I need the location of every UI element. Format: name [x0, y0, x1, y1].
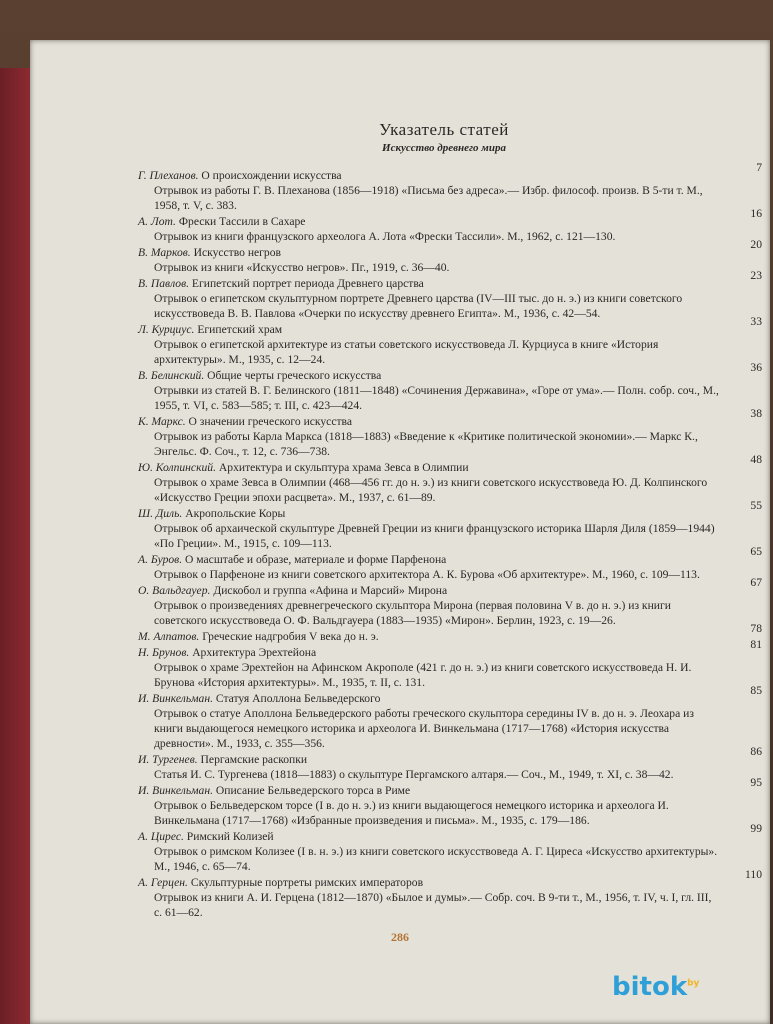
index-entry	[138, 407, 762, 459]
entry-author: А. Лот.	[138, 215, 176, 228]
entry-title: Архитектура Эрехтейона	[192, 646, 317, 659]
entry-author: К. Маркс.	[138, 415, 186, 428]
entry-heading	[138, 752, 750, 767]
index-entry	[138, 545, 762, 582]
entry-title: Египетский портрет периода Древнего царства	[191, 277, 424, 290]
entry-title: Общие черты греческого искусства	[207, 369, 382, 382]
entry-page-number: 23	[750, 269, 762, 282]
index-entry	[138, 269, 762, 321]
entry-heading	[138, 414, 750, 429]
entry-page-number: 55	[750, 499, 762, 512]
entry-author: Л. Курциус.	[138, 323, 195, 336]
index-entry	[138, 499, 762, 551]
entry-author: О. Вальдгауер.	[138, 584, 211, 597]
entry-author: Г. Плеханов.	[138, 169, 199, 182]
entry-author: В. Павлов.	[138, 277, 190, 290]
entry-author: А. Цирес.	[138, 830, 184, 843]
index-entry	[138, 315, 762, 367]
book-page	[30, 40, 770, 1024]
entry-page-number: 16	[750, 207, 762, 220]
watermark-suffix: by	[687, 978, 700, 989]
entry-heading	[138, 368, 750, 383]
entry-page-number: 65	[750, 545, 762, 558]
entry-description: Отрывки из статей В. Г. Белинского (1811—1848) «Сочинения Державина», «Горе от ума».— Полн. собр. соч., М., 1955, т. VI, с. 583—585; т. III, с. 423—424.	[154, 384, 719, 412]
entry-description: Отрывок о Парфеноне из книги советского архитектора А. К. Бурова «Об архитектуре». М., 1960, с. 109—113.	[154, 568, 700, 581]
entry-title: Греческие надгробия V века до н. э.	[202, 630, 379, 643]
entry-page-number: 85	[750, 684, 762, 697]
entry-title: Египетский храм	[197, 323, 283, 336]
entry-description: Отрывок о египетском скульптурном портрете Древнего царства (IV—III тыс. до н. э.) из книги советского искусствоведа В. В. Павлова «Очерки по искусству древнего Египта». М., 1936, с. 42—54.	[154, 292, 683, 320]
entry-title: Архитектура и скульптура храма Зевса в Олимпии	[218, 461, 469, 474]
entry-title: Скульптурные портреты римских императоров	[190, 876, 424, 889]
entry-heading	[138, 276, 750, 291]
entry-page-number: 20	[750, 238, 762, 251]
watermark-logo	[612, 972, 699, 1002]
entry-title: Искусство негров	[193, 246, 281, 259]
entry-heading	[138, 552, 750, 567]
entry-heading	[138, 783, 750, 798]
entry-heading	[138, 875, 750, 890]
entry-description: Отрывок о Бельведерском торсе (I в. до н. э.) из книги выдающегося немецкого историка и археолога И. Винкельмана (1717—1768) «Избранные произведения и письма». М., 1935, с. 179—186.	[154, 799, 669, 827]
entry-heading	[138, 583, 750, 598]
page-title: Указатель статей	[379, 120, 509, 139]
entry-description: Отрывок из книги французского археолога А. Лота «Фрески Тассили». М., 1962, с. 121—130.	[154, 230, 616, 243]
index-entry	[138, 161, 762, 213]
entry-page-number: 7	[756, 161, 762, 174]
entry-page-number: 110	[745, 868, 762, 881]
entry-heading	[138, 322, 750, 337]
entry-heading	[138, 168, 750, 183]
entry-heading	[138, 691, 750, 706]
entry-author: И. Винкельман.	[138, 784, 213, 797]
entry-description: Отрывок из книги «Искусство негров». Пг., 1919, с. 36—40.	[154, 261, 450, 274]
index-entry	[138, 822, 762, 874]
entry-title: Пергамские раскопки	[200, 753, 308, 766]
entry-page-number: 81	[750, 638, 762, 651]
entry-heading	[138, 460, 750, 475]
entry-page-number: 36	[750, 361, 762, 374]
page-number: 286	[391, 930, 409, 944]
entry-heading	[138, 629, 750, 644]
index-entry	[138, 453, 762, 505]
entry-page-number: 48	[750, 453, 762, 466]
entry-description: Отрывок о храме Зевса в Олимпии (468—456 гг. до н. э.) из книги советского искусствоведа Ю. Д. Колпинского «Искусство Греции эпохи расцвета». М., 1937, с. 61—89.	[154, 476, 708, 504]
entry-author: А. Герцен.	[138, 876, 188, 889]
entry-author: И. Тургенев.	[138, 753, 198, 766]
entry-heading	[138, 645, 750, 660]
entry-author: В. Марков.	[138, 246, 191, 259]
entry-title: Дискобол и группа «Афина и Марсий» Мирона	[213, 584, 448, 597]
entry-description: Отрывок из книги А. И. Герцена (1812—1870) «Былое и думы».— Собр. соч. В 9-ти т., М., 1956, т. IV, ч. I, гл. III, с. 61—62.	[154, 891, 712, 919]
entry-heading	[138, 829, 750, 844]
entry-title: О масштабе и образе, материале и форме Парфенона	[185, 553, 447, 566]
entry-author: Ю. Колпинский.	[138, 461, 216, 474]
index-entry	[138, 207, 762, 244]
index-entry	[138, 684, 762, 751]
entry-page-number: 95	[750, 776, 762, 789]
entry-title: О значении греческого искусства	[188, 415, 353, 428]
index-entry	[138, 776, 762, 828]
entry-description: Отрывок из работы Карла Маркса (1818—1883) «Введение к «Критике политической экономии».— Маркс К., Энгельс. Ф. Соч., т. 12, с. 736—738.	[154, 430, 698, 458]
entry-page-number: 86	[750, 745, 762, 758]
entry-heading	[138, 245, 750, 260]
entry-author: Ш. Диль.	[138, 507, 183, 520]
index-entry	[138, 361, 762, 413]
entry-page-number: 33	[750, 315, 762, 328]
entry-title: Акропольские Коры	[185, 507, 286, 520]
watermark-text: bitok	[612, 972, 688, 1002]
entry-list	[138, 161, 762, 920]
entry-description: Отрывок об архаической скульптуре Древней Греции из книги французского историка Шарля Диля (1859—1944) «По Греции». М., 1915, с. 109—113.	[154, 522, 715, 550]
entry-author: И. Винкельман.	[138, 692, 213, 705]
entry-title: Статуя Аполлона Бельведерского	[215, 692, 381, 705]
entry-description: Отрывок о храме Эрехтейон на Афинском Акрополе (421 г. до н. э.) из книги советского искусствоведа Н. И. Брунова «История архитектуры». М., 1935, т. II, с. 131.	[154, 661, 692, 689]
index-entry	[138, 576, 762, 628]
entry-author: М. Алпатов.	[138, 630, 200, 643]
entry-title: Описание Бельведерского торса в Риме	[215, 784, 411, 797]
entry-title: Римский Колизей	[186, 830, 274, 843]
entry-description: Отрывок о римском Колизее (I в. н. э.) из книги советского искусствоведа А. Г. Циреса «Искусство архитектуры». М., 1946, с. 65—74.	[154, 845, 718, 873]
index-entry	[138, 622, 762, 644]
entry-author: В. Белинский.	[138, 369, 205, 382]
entry-title: Фрески Тассили в Сахаре	[178, 215, 306, 228]
entry-page-number: 38	[750, 407, 762, 420]
entry-heading	[138, 506, 750, 521]
entry-author: Н. Брунов.	[138, 646, 190, 659]
entry-page-number: 67	[750, 576, 762, 589]
entry-description: Отрывок о египетской архитектуре из статьи советского искусствоведа Л. Курциуса в книге «История архитектуры». М., 1935, с. 12—24.	[154, 338, 659, 366]
index-entry	[138, 638, 762, 690]
index-entry	[138, 745, 762, 782]
entry-author: А. Буров.	[138, 553, 183, 566]
entry-description: Отрывок о произведениях древнегреческого скульптора Мирона (первая половина V в. до н. э.) из книги советского искусствоведа О. Ф. Вальдгауера (1883—1935) «Мирон». Берлин, 1923, с. 19—26.	[154, 599, 671, 627]
entry-description: Статья И. С. Тургенева (1818—1883) о скульптуре Пергамского алтаря.— Соч., М., 1949, т. XI, с. 38—42.	[154, 768, 674, 781]
entry-heading	[138, 214, 750, 229]
entry-page-number: 99	[750, 822, 762, 835]
entry-page-number: 78	[750, 622, 762, 635]
index-entry	[138, 238, 762, 275]
section-subtitle: Искусство древнего мира	[382, 142, 506, 154]
entry-title: О происхождении искусства	[201, 169, 342, 182]
index-content	[138, 120, 762, 921]
index-entry	[138, 868, 762, 920]
entry-description: Отрывок из работы Г. В. Плеханова (1856—1918) «Письма без адреса».— Избр. философ. произв. В 5-ти т. М., 1958, т. V, с. 383.	[154, 184, 703, 212]
entry-description: Отрывок о статуе Аполлона Бельведерского работы греческого скульптора середины IV в. до н. э. Леохара из книги выдающегося немецкого историка и археолога И. Винкельмана (1717—1768) «История искусства древности». М., 1933, с. 355—356.	[154, 707, 694, 750]
